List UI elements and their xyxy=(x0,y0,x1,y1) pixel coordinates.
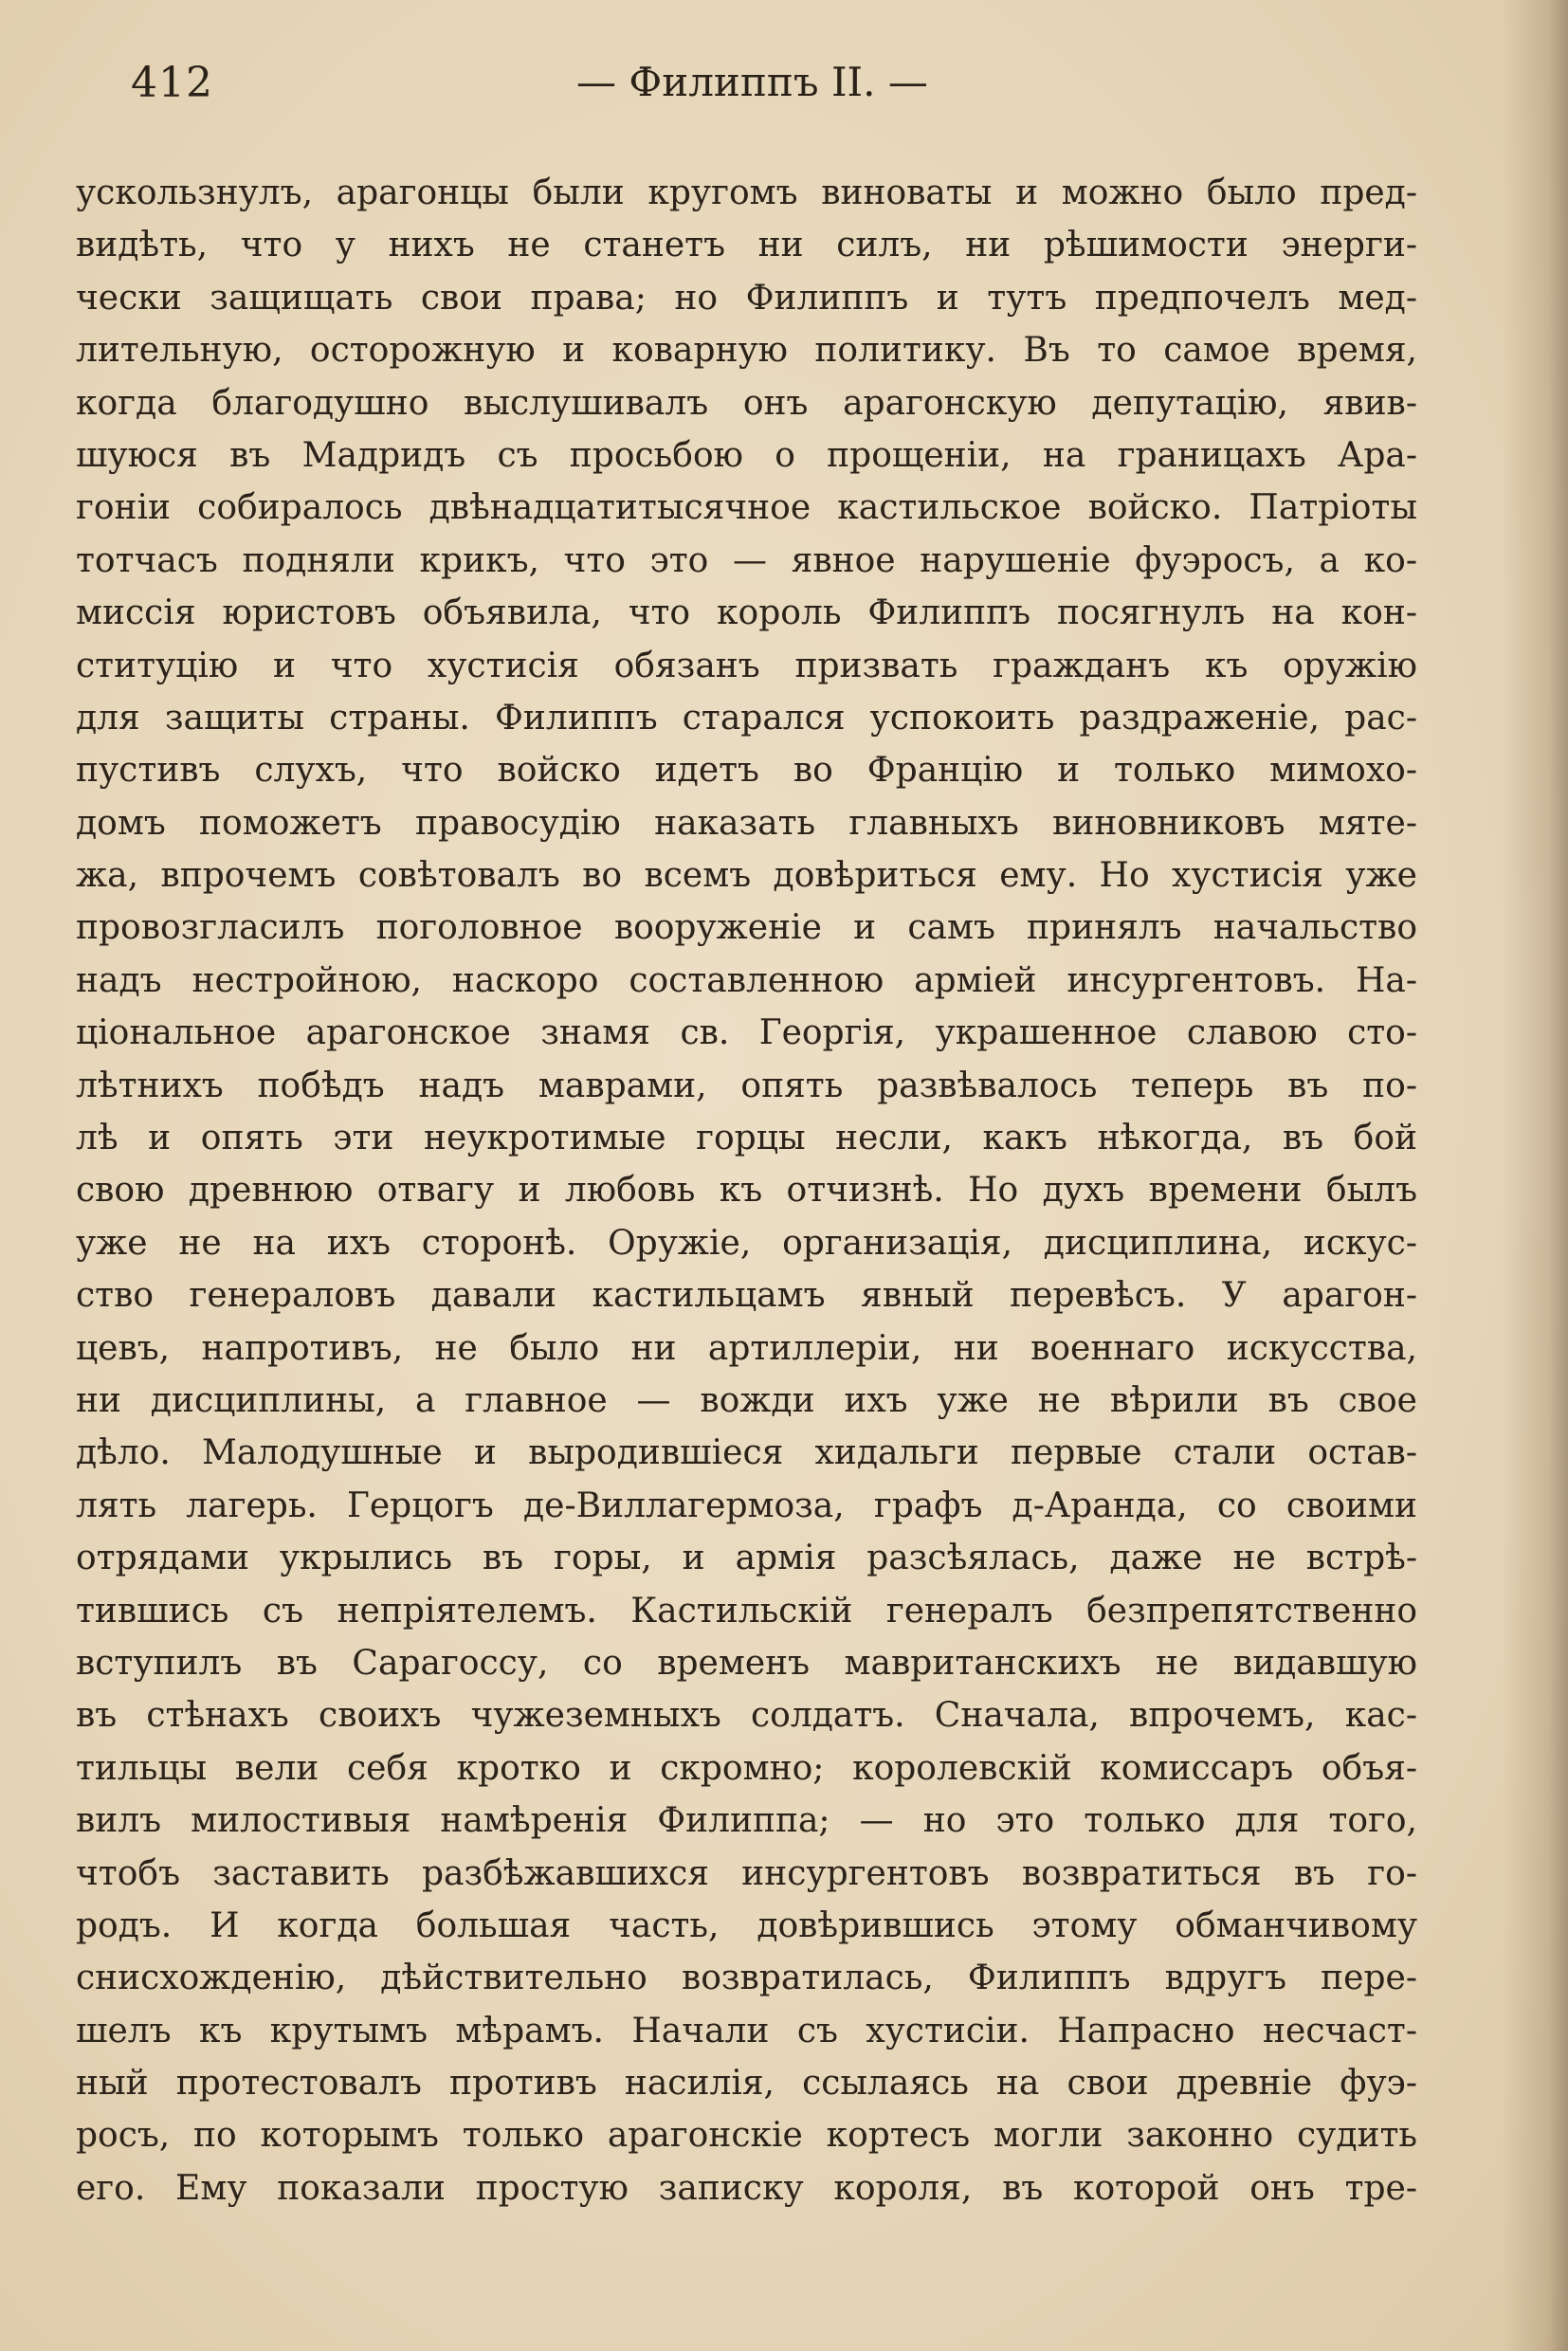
text-line: дѣло. Малодушные и выродившіеся хидальги первые стали остав- xyxy=(76,1433,1417,1473)
text-line: тотчасъ подняли крикъ, что это — явное нарушеніе фуэросъ, а ко- xyxy=(76,540,1417,580)
text-line: лѣтнихъ побѣдъ надъ маврами, опять развѣвалось теперь въ по- xyxy=(76,1066,1417,1105)
text-line: шуюся въ Мадридъ съ просьбою о прощеніи, на границахъ Ара- xyxy=(76,435,1417,475)
text-line: чтобъ заставить разбѣжавшихся инсургентовъ возвратиться въ го- xyxy=(76,1853,1417,1893)
text-line: въ стѣнахъ своихъ чужеземныхъ солдатъ. Сначала, впрочемъ, кас- xyxy=(76,1696,1417,1736)
text-line: тильцы вели себя кротко и скромно; королевскій комиссаръ объя- xyxy=(76,1748,1417,1788)
text-line: чески защищать свои права; но Филиппъ и тутъ предпочелъ мед- xyxy=(76,278,1417,318)
text-line: ституцію и что хустисія обязанъ призвать гражданъ къ оружію xyxy=(76,646,1417,685)
text-line: лѣ и опять эти неукротимые горцы несли, какъ нѣкогда, въ бой xyxy=(76,1119,1417,1158)
text-line: провозгласилъ поголовное вооруженіе и самъ принялъ начальство xyxy=(76,908,1417,948)
text-line: родъ. И когда большая часть, довѣрившись этому обманчивому xyxy=(76,1905,1417,1945)
body-text xyxy=(76,167,1417,2214)
text-line: уже не на ихъ сторонѣ. Оружіе, организація, дисциплина, искус- xyxy=(76,1223,1417,1263)
text-line: надъ нестройною, наскоро составленною арміей инсургентовъ. На- xyxy=(76,960,1417,1000)
text-line: вступилъ въ Сарагоссу, со временъ мавританскихъ не видавшую xyxy=(76,1643,1417,1683)
text-line: его. Ему показали простую записку короля, въ которой онъ тре- xyxy=(76,2168,1417,2208)
text-line: видѣть, что у нихъ не станетъ ни силъ, ни рѣшимости энерги- xyxy=(76,226,1417,265)
page-edge-shadow xyxy=(1502,0,1568,2351)
text-line: пустивъ слухъ, что войско идетъ во Францію и только мимохо- xyxy=(76,751,1417,791)
text-line: ускользнулъ, арагонцы были кругомъ виноваты и можно было пред- xyxy=(76,173,1417,212)
text-line: отрядами укрылись въ горы, и армія разсѣялась, даже не встрѣ- xyxy=(76,1539,1417,1578)
page-header xyxy=(131,59,1411,125)
text-line: для защиты страны. Филиппъ старался успокоить раздраженіе, рас- xyxy=(76,698,1417,738)
page-number: 412 xyxy=(131,59,213,107)
text-line: ни дисциплины, а главное — вожди ихъ уже не вѣрили въ свое xyxy=(76,1380,1417,1420)
text-line: домъ поможетъ правосудію наказать главныхъ виновниковъ мяте- xyxy=(76,803,1417,843)
text-line: жа, впрочемъ совѣтовалъ во всемъ довѣриться ему. Но хустисія уже xyxy=(76,856,1417,896)
text-line: лительную, осторожную и коварную политику. Въ то самое время, xyxy=(76,331,1417,371)
text-line: лять лагерь. Герцогъ де-Виллагермоза, графъ д-Аранда, со своими xyxy=(76,1485,1417,1525)
text-line: росъ, по которымъ только арагонскіе кортесъ могли законно судить xyxy=(76,2116,1417,2156)
text-line: миссія юристовъ объявила, что король Филиппъ посягнулъ на кон- xyxy=(76,593,1417,633)
text-line: ство генераловъ давали кастильцамъ явный перевѣсъ. У арагон- xyxy=(76,1276,1417,1316)
text-line: когда благодушно выслушивалъ онъ арагонскую депутацію, явив- xyxy=(76,383,1417,423)
text-line: снисхожденію, дѣйствительно возвратилась, Филиппъ вдругъ пере- xyxy=(76,1959,1417,1998)
text-line: вилъ милостивыя намѣренія Филиппа; — но это только для того, xyxy=(76,1801,1417,1841)
text-line: цевъ, напротивъ, не было ни артиллеріи, ни военнаго искусства, xyxy=(76,1328,1417,1368)
text-line: ный протестовалъ противъ насилія, ссылаясь на свои древніе фуэ- xyxy=(76,2064,1417,2104)
running-title: — Филиппъ II. — xyxy=(576,59,928,105)
text-line: шелъ къ крутымъ мѣрамъ. Начали съ хустисіи. Напрасно несчаст- xyxy=(76,2011,1417,2050)
text-line: гоніи собиралось двѣнадцатитысячное кастильское войско. Патріоты xyxy=(76,488,1417,528)
text-line: тившись съ непріятелемъ. Кастильскій генералъ безпрепятственно xyxy=(76,1591,1417,1631)
text-line: ціональное арагонское знамя св. Георгія, украшенное славою сто- xyxy=(76,1013,1417,1053)
text-line: свою древнюю отвагу и любовь къ отчизнѣ. Но духъ времени былъ xyxy=(76,1171,1417,1211)
